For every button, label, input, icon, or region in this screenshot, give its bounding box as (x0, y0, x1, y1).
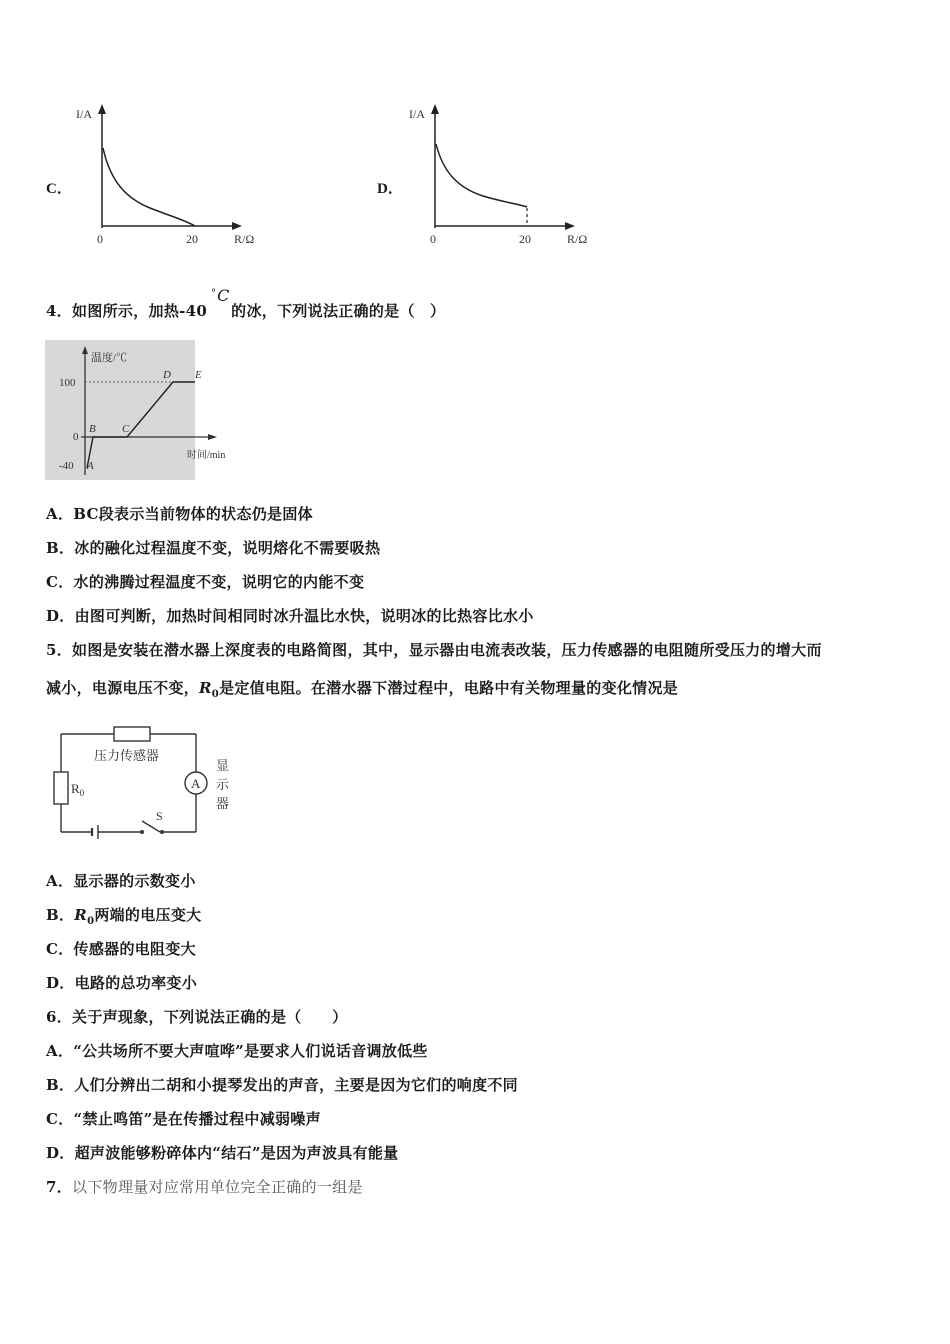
q5-option-d: D．电路的总功率变小 (46, 974, 198, 992)
q6-option-b: B．人们分辨出二胡和小提琴发出的声音，主要是因为它们的响度不同 (46, 1076, 518, 1094)
q4-point-a: A (87, 460, 94, 472)
q4-unit: ° C (211, 286, 230, 305)
graph-c-curve (103, 148, 195, 226)
display-label-2: 示 (216, 777, 230, 792)
graph-c (70, 100, 290, 250)
q4-point-d: D (163, 369, 171, 381)
graph-c-x-tick: 20 (186, 232, 198, 246)
q4-tick-100: 100 (59, 377, 76, 389)
graph-d-x-tick: 20 (519, 232, 531, 246)
graph-d-curve (436, 144, 527, 207)
pressure-sensor-resistor (114, 727, 150, 741)
pressure-sensor-label: 压力传感器 (94, 748, 160, 763)
q4-option-a: A．BC段表示当前物体的状态仍是固体 (46, 505, 313, 523)
q4-point-e: E (195, 369, 202, 381)
q5-option-a: A．显示器的示数变小 (46, 872, 196, 890)
q5-circuit-diagram (44, 722, 244, 842)
q6-option-a: A．“公共场所不要大声喧哗”是要求人们说话音调放低些 (46, 1042, 428, 1060)
graph-d-y-arrow (431, 104, 439, 114)
graph-d-x-arrow (565, 222, 575, 230)
r0-resistor (54, 772, 68, 804)
graph-c-y-label: I/A (76, 107, 92, 121)
graph-c-x-label: R/Ω (234, 232, 255, 246)
switch-contact-left (140, 830, 144, 834)
r0-label: $R_0$ (71, 781, 85, 798)
graph-c-y-arrow (98, 104, 106, 114)
graph-c-x-arrow (232, 222, 242, 230)
q4-y-label: 温度/℃ (91, 352, 128, 364)
switch-contact-right (160, 830, 164, 834)
q4-x-label: 时间/min (187, 450, 226, 461)
graph-d-origin: 0 (430, 232, 436, 246)
q4-tick-0: 0 (73, 431, 79, 443)
graph-d-x-label: R/Ω (567, 232, 588, 246)
q5-option-b: B．$R_0$两端的电压变大 (46, 906, 202, 927)
q4-option-b: B．冰的融化过程温度不变，说明熔化不需要吸热 (46, 539, 381, 557)
graph-d-label: D． (377, 181, 403, 197)
q6-option-d: D．超声波能够粉碎体内“结石”是因为声波具有能量 (46, 1144, 399, 1162)
q4-stem: 4．如图所示，加热-40 ° C 的冰，下列说法正确的是（ ） (46, 286, 446, 320)
q4-tick-minus40: -40 (59, 460, 74, 472)
graph-d-y-label: I/A (409, 107, 425, 121)
display-label-1: 显 (216, 758, 230, 773)
q6-stem: 6．关于声现象，下列说法正确的是（ ） (46, 1008, 348, 1026)
q6-option-c: C．“禁止鸣笛”是在传播过程中减弱噪声 (46, 1110, 321, 1128)
q4-x-arrow (208, 434, 217, 440)
ammeter-label: A (191, 776, 201, 791)
graph-c-label: C． (46, 181, 72, 197)
graph-d (403, 100, 623, 250)
q4-point-b: B (89, 423, 96, 435)
q4-option-c: C．水的沸腾过程温度不变，说明它的内能不变 (46, 573, 365, 591)
display-label-3: 器 (216, 796, 230, 811)
q4-temperature-graph (45, 340, 250, 485)
graph-c-origin: 0 (97, 232, 103, 246)
q7-stem: 7．以下物理量对应常用单位完全正确的一组是 (46, 1178, 363, 1196)
q5-stem-line1: 5．如图是安装在潜水器上深度表的电路简图，其中，显示器由电流表改装，压力传感器的电阻随所受压力的增大而 (46, 641, 822, 659)
q4-option-d: D．由图可判断，加热时间相同时冰升温比水快，说明冰的比热容比水小 (46, 607, 534, 625)
q5-stem-line2: 减小，电源电压不变，$R_0$是定值电阻。在潜水器下潜过程中，电路中有关物理量的变化情况是 (46, 679, 679, 700)
q5-option-c: C．传感器的电阻变大 (46, 940, 196, 958)
q4-point-c: C (122, 423, 130, 435)
switch-label: S (156, 809, 163, 823)
